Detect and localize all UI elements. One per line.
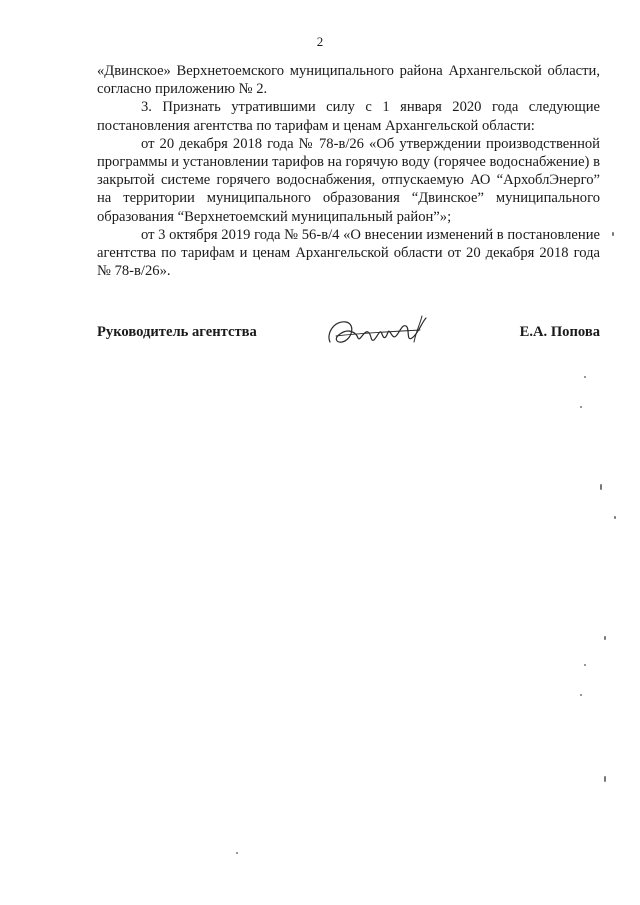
scan-speck (584, 664, 586, 666)
paragraph-repealed-resolution-2: от 3 октября 2019 года № 56-в/4 «О внесении изменений в постановление агентства по тарифам и ценам Архангельской области от 20 декабря 2018 года № 78-в/26». (97, 226, 600, 280)
scan-speck (604, 776, 606, 782)
scan-speck (580, 406, 582, 408)
scan-speck (612, 232, 614, 236)
document-body (97, 62, 600, 280)
scan-speck (600, 484, 602, 490)
scan-speck (614, 516, 616, 519)
paragraph-item-3: 3. Признать утратившими силу с 1 января 2020 года следующие постановления агентства по тарифам и ценам Архангельской области: (97, 99, 600, 134)
handwritten-signature (322, 312, 432, 354)
scan-speck (236, 852, 238, 854)
paragraph-repealed-resolution-1: от 20 декабря 2018 года № 78-в/26 «Об утверждении производственной программы и установлении тарифов на горячую воду (горячее водоснабжение) в закрытой системе горячего водоснабжения, отпускаемую АО “АрхоблЭнерго” на территории муниципального образования “Двинское” муниципального образования “Верхнетоемский муниципальный район”»; (97, 135, 600, 225)
scan-speck (580, 694, 582, 696)
paragraph-continuation: «Двинское» Верхнетоемского муниципального района Архангельской области, согласно приложению № 2. (97, 63, 600, 98)
scan-speck (584, 376, 586, 378)
scan-speck (604, 636, 606, 640)
page-number: 2 (316, 34, 324, 49)
signature-block (97, 318, 600, 358)
signatory-title: Руководитель агентства (97, 324, 257, 340)
signatory-name: Е.А. Попова (519, 324, 600, 340)
